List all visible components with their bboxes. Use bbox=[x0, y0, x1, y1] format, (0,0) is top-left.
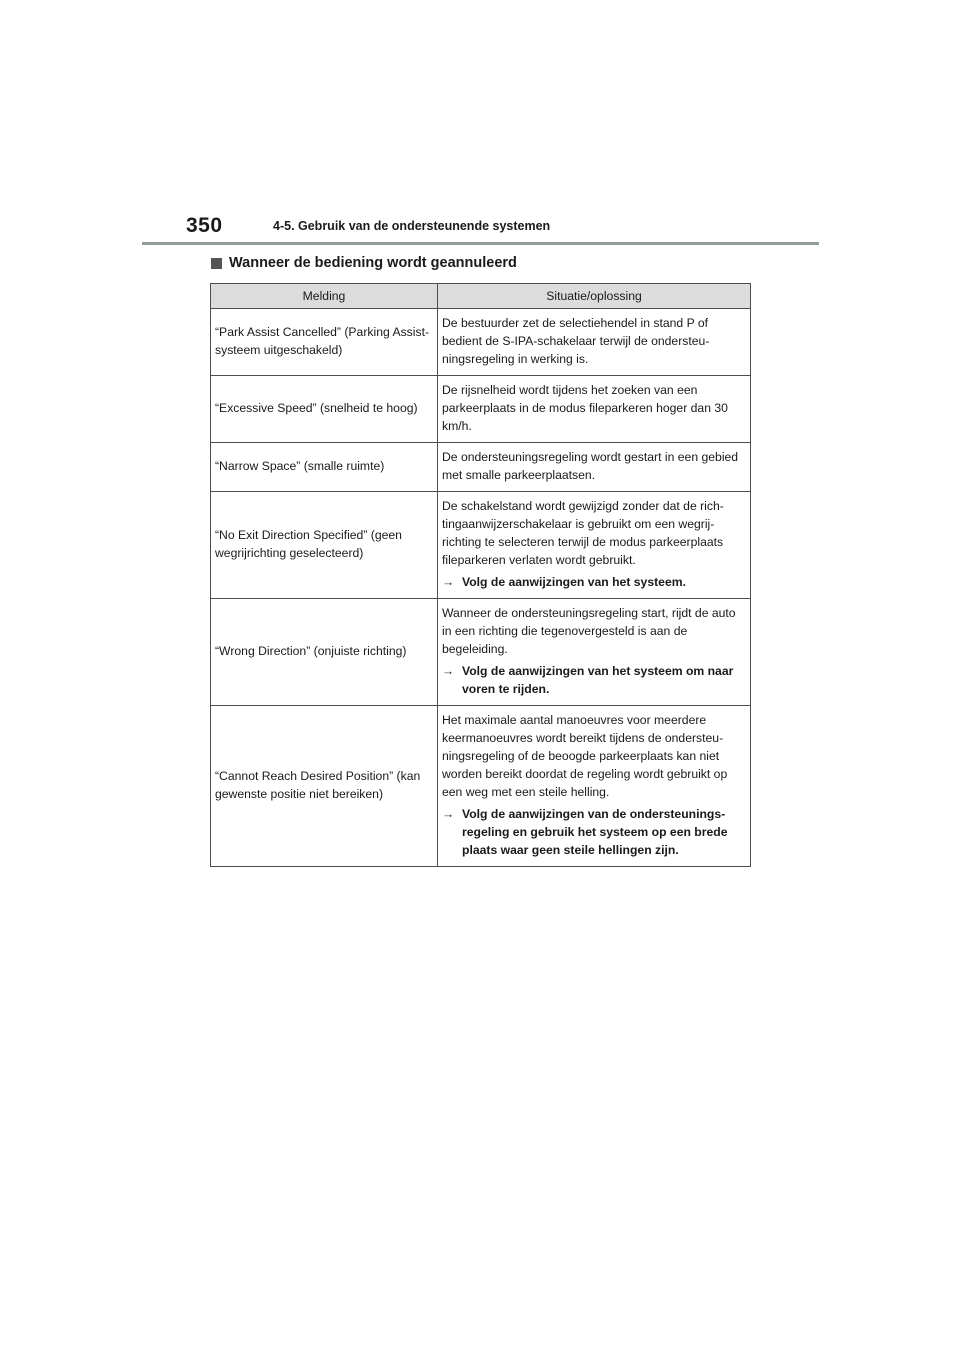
action-text: Volg de aanwijzingen van het systeem om naar voren te rijden. bbox=[462, 664, 734, 696]
subheading bbox=[211, 255, 517, 271]
action-line bbox=[442, 805, 745, 859]
table-body bbox=[211, 309, 751, 867]
situation-text: De bestuurder zet de selectiehendel in stand P of bedient de S-IPA-schakelaar terwijl de ondersteuningsregeling in werking is. bbox=[442, 316, 710, 366]
column-header-message: Melding bbox=[211, 284, 438, 309]
section-title: 4-5. Gebruik van de ondersteunende systemen bbox=[273, 219, 551, 233]
situation-cell bbox=[438, 376, 751, 443]
table-row bbox=[211, 376, 751, 443]
situation-text: De rijsnelheid wordt tijdens het zoeken van een parkeerplaats in de modus fileparkeren hoger dan 30 km/h. bbox=[442, 383, 728, 433]
situation-text: Wanneer de ondersteuningsregeling start, rijdt de auto in een richting die tegenovergesteld is aan de begeleiding. bbox=[442, 606, 736, 656]
table-row bbox=[211, 706, 751, 867]
action-line bbox=[442, 662, 745, 698]
situation-cell bbox=[438, 309, 751, 376]
table-header-row bbox=[211, 284, 751, 309]
situation-text: Het maximale aantal manoeuvres voor meerdere keermanoeuvres wordt bereikt tijdens de ondersteuningsregeling of de beoogde parkeerplaats kan niet worden bereikt doordat de regeling wordt gebruikt op een weg met een steile helling. bbox=[442, 713, 728, 799]
situation-text: De ondersteuningsregeling wordt gestart in een gebied met smalle parkeerplaatsen. bbox=[442, 450, 739, 482]
arrow-right-icon: → bbox=[442, 575, 455, 589]
situation-cell bbox=[438, 599, 751, 706]
message-cell: “Park Assist Cancelled” (Parking Assist-systeem uitgeschakeld) bbox=[211, 309, 438, 376]
subheading-text: Wanneer de bediening wordt geannuleerd bbox=[229, 255, 517, 271]
square-bullet-icon bbox=[211, 258, 222, 269]
action-text: Volg de aanwijzingen van de ondersteuningsregeling en gebruik het systeem op een brede plaats waar geen steile hellingen zijn. bbox=[462, 807, 728, 857]
table-row bbox=[211, 309, 751, 376]
table-row bbox=[211, 443, 751, 492]
action-line bbox=[442, 573, 745, 591]
column-header-situation: Situatie/oplossing bbox=[438, 284, 751, 309]
info-table bbox=[210, 283, 751, 867]
page-number: 350 bbox=[186, 214, 223, 237]
table-row bbox=[211, 492, 751, 599]
situation-text: De schakelstand wordt gewijzigd zonder dat de richtingaanwijzerschakelaar is gebruikt om een wegrijrichting te selecteren terwijl de modus parkeerplaats fileparkeren verlaten wordt gebruikt. bbox=[442, 499, 724, 567]
message-cell: “Cannot Reach Desired Position” (kan gewenste positie niet bereiken) bbox=[211, 706, 438, 867]
message-cell: “Excessive Speed” (snelheid te hoog) bbox=[211, 376, 438, 443]
header-rule bbox=[142, 242, 819, 245]
table-row bbox=[211, 599, 751, 706]
message-cell: “Narrow Space” (smalle ruimte) bbox=[211, 443, 438, 492]
situation-cell bbox=[438, 492, 751, 599]
situation-cell bbox=[438, 706, 751, 867]
situation-cell bbox=[438, 443, 751, 492]
message-cell: “No Exit Direction Specified” (geen wegrijrichting geselecteerd) bbox=[211, 492, 438, 599]
arrow-right-icon: → bbox=[442, 807, 455, 821]
action-text: Volg de aanwijzingen van het systeem. bbox=[462, 575, 686, 589]
message-cell: “Wrong Direction” (onjuiste richting) bbox=[211, 599, 438, 706]
arrow-right-icon: → bbox=[442, 664, 455, 678]
